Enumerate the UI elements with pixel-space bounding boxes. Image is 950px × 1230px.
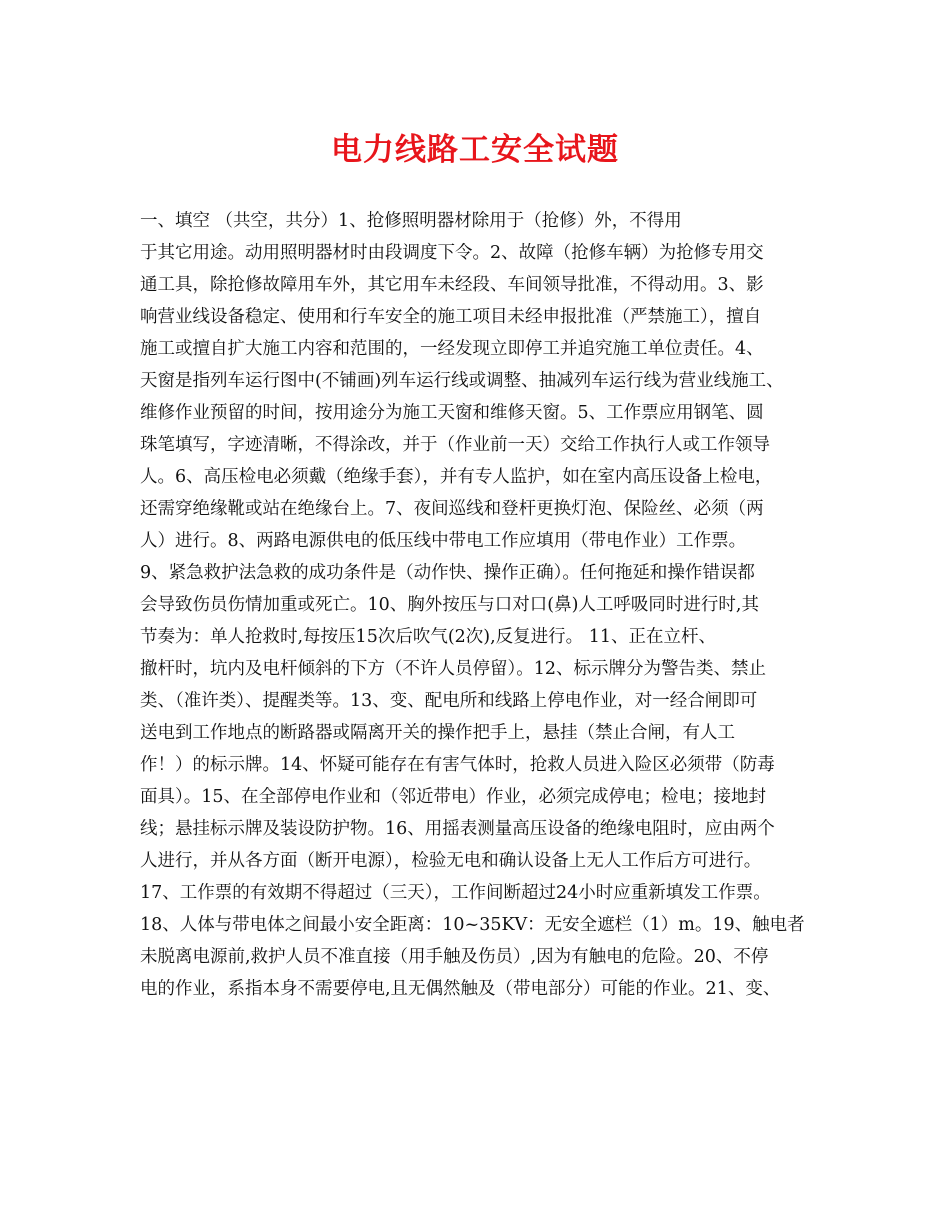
text-line: 电的作业，系指本身不需要停电,且无偶然触及（带电部分）可能的作业。21、变、 [140, 979, 781, 999]
text-line: 撤杆时，坑内及电杆倾斜的下方（不许人员停留）。12、标示牌分为警告类、禁止 [140, 659, 767, 679]
text-line: 人进行，并从各方面（断开电源），检验无电和确认设备上无人工作后方可进行。 [140, 851, 762, 871]
text-line: 还需穿绝缘靴或站在绝缘台上。7、夜间巡线和登杆更换灯泡、保险丝、必须（两 [140, 499, 764, 519]
text-line: 9、紧急救护法急救的成功条件是（动作快、操作正确）。任何拖延和操作错误都 [140, 563, 755, 583]
document-title: 电力线路工安全试题 [331, 132, 619, 168]
text-line: 作！）的标示牌。14、怀疑可能存在有害气体时，抢救人员进入险区必须带（防毒 [140, 755, 775, 775]
text-line: 会导致伤员伤情加重或死亡。10、胸外按压与口对口(鼻)人工呼吸同时进行时,其 [140, 595, 759, 615]
text-line: 人）进行。8、两路电源供电的低压线中带电工作应填用（带电作业）工作票。 [140, 531, 747, 551]
text-line: 送电到工作地点的断路器或隔离开关的操作把手上，悬挂（禁止合闸，有人工 [140, 723, 735, 743]
text-line: 人。6、高压检电必须戴（绝缘手套），并有专人监护，如在室内高压设备上检电， [140, 467, 773, 487]
text-line: 未脱离电源前,救护人员不准直接（用手触及伤员）,因为有触电的危险。20、不停 [140, 947, 769, 967]
text-line: 面具）。15、在全部停电作业和（邻近带电）作业，必须完成停电；检电；接地封 [140, 787, 767, 807]
text-line: 天窗是指列车运行图中(不铺画)列车运行线或调整、抽减列车运行线为营业线施工、 [140, 371, 784, 391]
text-line: 17、工作票的有效期不得超过（三天），工作间断超过24小时应重新填发工作票。 [140, 883, 771, 903]
text-line: 通工具，除抢修故障用车外，其它用车未经段、车间领导批准，不得动用。3、影 [140, 275, 764, 295]
text-line: 一、填空 （共空，共分）1、抢修照明器材除用于（抢修）外，不得用 [140, 211, 682, 231]
text-line: 于其它用途。动用照明器材时由段调度下令。2、故障（抢修车辆）为抢修专用交 [140, 243, 764, 263]
text-line: 珠笔填写，字迹清晰，不得涂改，并于（作业前一天）交给工作执行人或工作领导 [140, 435, 770, 455]
text-line: 18、人体与带电体之间最小安全距离：10~35KV：无安全遮栏（1）m。19、触电者 [140, 915, 805, 935]
document-body [140, 205, 820, 1005]
text-line: 响营业线设备稳定、使用和行车安全的施工项目未经申报批准（严禁施工），擅自 [140, 307, 762, 327]
text-line: 施工或擅自扩大施工内容和范围的，一经发现立即停工并追究施工单位责任。4、 [140, 339, 764, 359]
text-line: 类、（准许类）、提醒类等。13、变、配电所和线路上停电作业，对一经合闸即可 [140, 691, 758, 711]
text-line: 维修作业预留的时间，按用途分为施工天窗和维修天窗。5、工作票应用钢笔、圆 [140, 403, 764, 423]
text-line: 节奏为：单人抢救时,每按压15次后吹气(2次),反复进行。 11、正在立杆、 [140, 627, 717, 647]
text-line: 线；悬挂标示牌及装设防护物。16、用摇表测量高压设备的绝缘电阻时，应由两个 [140, 819, 775, 839]
